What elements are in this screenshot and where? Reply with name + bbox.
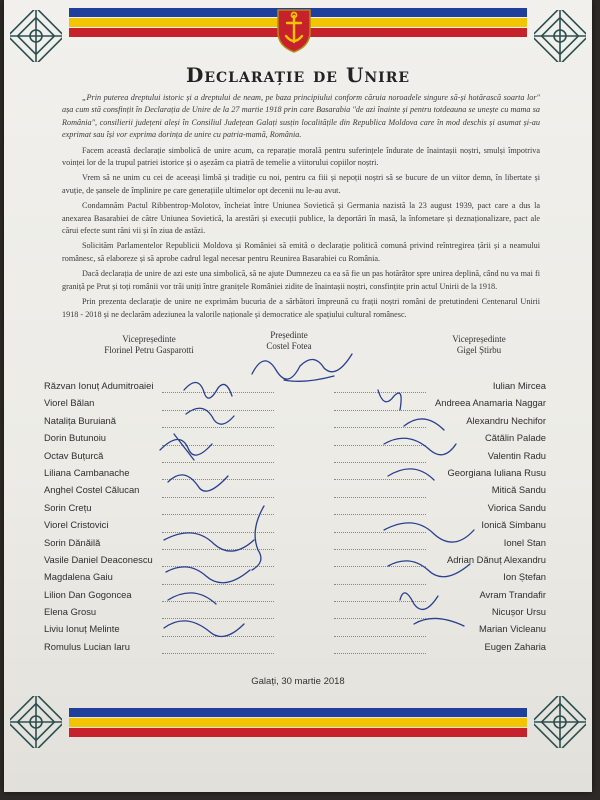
officer-name: Gigel Știrbu bbox=[456, 345, 502, 355]
signatory-row: Ion Ștefan bbox=[334, 571, 546, 588]
signature-president bbox=[244, 340, 364, 390]
signature-mark bbox=[364, 380, 464, 500]
vice-president-right bbox=[404, 334, 554, 356]
paragraph-6: Dacă declarația de unire de azi este una simbolică, să ne ajute Dumnezeu ca ea să fie un pas hotărâtor spre unirea deplină, când nu va mai fi graniță pe Prut și toți românii vor trăi uniți între granițele României zidite de înaintașii noștri, consfințite prin actul Unirii de la 1918. bbox=[62, 269, 540, 291]
signatory-row: Valentin Radu bbox=[334, 450, 546, 467]
signatory-row: Eugen Zaharia bbox=[334, 641, 546, 658]
vice-president-left bbox=[64, 334, 234, 356]
signatory-row: Octav Buțurcă bbox=[44, 450, 274, 467]
signatory-row: Elena Grosu bbox=[44, 606, 274, 623]
paragraph-7: Prin prezenta declarație de unire ne exprimăm bucuria de a sărbători împreună cu frații noștri români de pretutindeni Centenarul Unirii 1918 - 2018 și ne declarăm adeziunea la valorile naționale și democratice ale spațiului cultural românesc. bbox=[62, 297, 540, 319]
signatory-row: Viorel Cristovici bbox=[44, 519, 274, 536]
signatory-row: Nicușor Ursu bbox=[334, 606, 546, 623]
officer-role: Vicepreședinte bbox=[122, 334, 176, 344]
paragraph-5: Solicităm Parlamentelor Republicii Moldova și României să emită o declarație politică comună privind reîntregirea țării și a neamului românesc, să elaboreze și să aprobe cadrul legal necesar pentru Reunirea Basarabiei cu România. bbox=[62, 241, 540, 263]
paragraph-2: Facem această declarație simbolică de unire acum, ca reparație morală pentru suferințele îndurate de înaintașii noștri, smulși împotriva voinței lor de la trupul patriei istorice și o așezăm ca piatră de temelie a viitorului copiilor noștri. bbox=[62, 145, 540, 168]
officer-name: Florinel Petru Gasparotti bbox=[104, 345, 194, 355]
signature-mark bbox=[374, 500, 484, 640]
coat-of-arms-icon bbox=[274, 4, 314, 54]
document-title: Declarație de Unire bbox=[185, 63, 411, 87]
signatory-row: Magdalena Gaiu bbox=[44, 571, 274, 588]
ornament-bottom-left-icon bbox=[10, 696, 62, 748]
tricolor-band-bottom bbox=[69, 708, 527, 738]
signature-mark bbox=[154, 500, 284, 660]
signatory-row: Alexandru Nechifor bbox=[334, 415, 546, 432]
ornament-top-left-icon bbox=[10, 10, 62, 62]
signatory-row: Ionel Stan bbox=[334, 537, 546, 554]
signatory-row: Răzvan Ionuț Adumitroaiei bbox=[44, 380, 274, 397]
signatory-row: Cătălin Palade bbox=[334, 432, 546, 449]
signature-mark bbox=[154, 420, 244, 510]
signatory-row: Mitică Sandu bbox=[334, 484, 546, 501]
signatory-row: Viorica Sandu bbox=[334, 502, 546, 519]
signatory-row: Sorin Crețu bbox=[44, 502, 274, 519]
signatory-row: Georgiana Iuliana Rusu bbox=[334, 467, 546, 484]
signatory-row: Avram Trandafir bbox=[334, 589, 546, 606]
signatory-row: Vasile Daniel Deaconescu bbox=[44, 554, 274, 571]
signatory-row: Liliana Cambanache bbox=[44, 467, 274, 484]
officer-role: Vicepreședinte bbox=[452, 334, 506, 344]
signatory-row: Sorin Dănăilă bbox=[44, 537, 274, 554]
ornament-top-right-icon bbox=[534, 10, 586, 62]
officer-role: Președinte bbox=[270, 330, 308, 340]
signatory-row: Iulian Mircea bbox=[334, 380, 546, 397]
paragraph-3: Vrem să ne unim cu cei de aceeași limbă și tradiție cu noi, pentru ca fiii și nepoții noștri să se bucure de un viitor demn, în libertate și avuție, de șansele de împlinire pe care generațiile ultimelor opt decenii nu le-au avut. bbox=[62, 173, 540, 195]
signatory-row: Liviu Ionuț Melinte bbox=[44, 623, 274, 640]
signatory-row: Andreea Anamaria Naggar bbox=[334, 397, 546, 414]
date-line: Galați, 30 martie 2018 bbox=[251, 676, 345, 687]
signatory-row: Dorin Butunoiu bbox=[44, 432, 274, 449]
declaration-body bbox=[62, 92, 540, 324]
ornament-bottom-right-icon bbox=[534, 696, 586, 748]
paragraph-1: „Prin puterea dreptului istoric și a dreptului de neam, pe baza principiului conform căruia noroadele singure să-și hotărască soarta lor" așa cum stă consfințit în Declarația de Unire de la 27 martie 1918 prin care Basarabia "de azi înainte și pentru totdeauna se unește cu mama sa România", consilierii județeni aleși în Consiliul Județean Galați susțin localitățile din Republica Moldova care în mod deschis și asumat și-au exprimat sau își vor exprima dorința de unire cu patria-mamă, România. bbox=[62, 93, 540, 140]
signatory-row: Anghel Costel Călucan bbox=[44, 484, 274, 501]
signatory-row: Lilion Dan Gogoncea bbox=[44, 589, 274, 606]
declaration-page bbox=[4, 0, 592, 792]
paragraph-4: Condamnăm Pactul Ribbentrop-Molotov, încheiat între Uniunea Sovietică și Germania nazistă la 23 august 1939, pact care a dus la anexarea Basarabiei de către Uniunea Sovietică, la arestări și execuții publice, la deportări în masă, la înfometare și deznaționalizare, pact ale cărui efecte sunt răni vii și în ziua de astăzi. bbox=[62, 201, 540, 236]
signatory-row: Ionică Simbanu bbox=[334, 519, 546, 536]
signatory-row: Natalița Buruiană bbox=[44, 415, 274, 432]
signatory-row: Adrian Dănuț Alexandru bbox=[334, 554, 546, 571]
signatory-row: Romulus Lucian Iaru bbox=[44, 641, 274, 658]
signatory-row: Marian Vicleanu bbox=[334, 623, 546, 640]
officer-name: Costel Fotea bbox=[266, 341, 312, 351]
signatory-row: Viorel Bălan bbox=[44, 397, 274, 414]
